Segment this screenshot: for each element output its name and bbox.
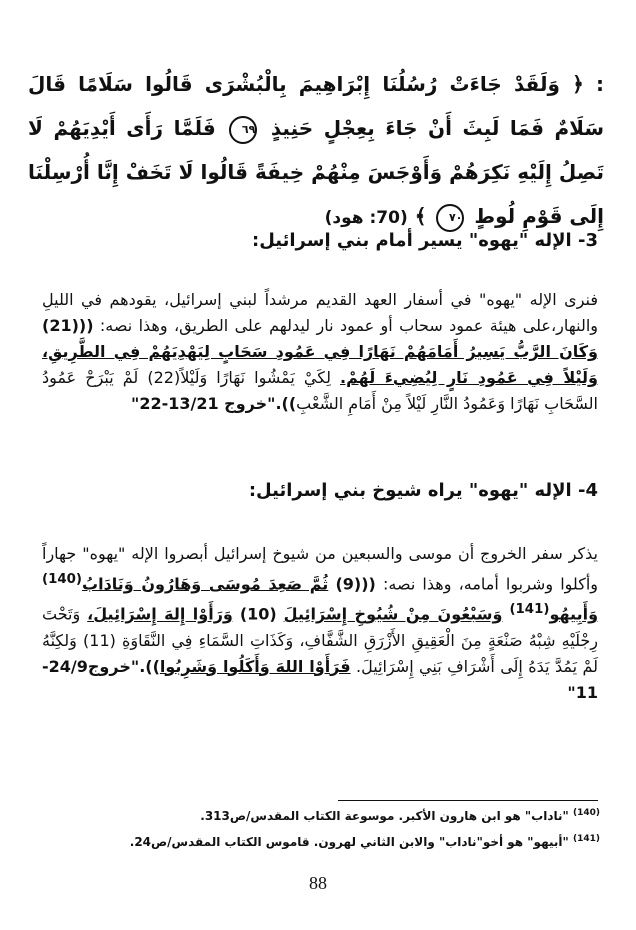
section-4-paragraph: [42, 541, 598, 706]
footnote-ref: (140): [42, 572, 83, 587]
verse-part-2: فَلَمَّا رَأَى أَيْدِيَهُمْ لَا تَصِلُ إِلَيْهِ نَكِرَهُمْ وَأَوْجَسَ مِنْهُمْ خِيفَةً قَالُوا لَا تَخَفْ إِنَّا أُرْسِلْنَا إِلَى قَوْمِ لُوطٍ: [28, 116, 604, 228]
quote-close: )): [145, 656, 160, 676]
footnote-141: [60, 834, 600, 849]
ayah-number-mark: ٧٠: [436, 204, 464, 232]
section-4-heading: 4- الإله "يهوه" يراه شيوخ بني إسرائيل:: [248, 480, 598, 501]
quote-open: ((: [361, 574, 376, 594]
section-3-intro: فنرى الإله "يهوه" في أسفار العهد القديم مرشداً لبني إسرائيل، يقودهم في الليلِ والنهار،على هيئة عمود سحاب أو عمود نار ليدلهم على الطريق، وهذا نصه:: [42, 290, 598, 335]
page-number: 88: [309, 873, 327, 893]
quote-verse-9c: وَسَبْعُونَ مِنْ شُيُوخِ إِسْرَائِيلَ: [283, 604, 503, 624]
footnote-separator: [338, 800, 598, 801]
verse-number: (10): [239, 604, 277, 624]
verse-number: (9): [335, 574, 362, 594]
verse-number: (11): [83, 630, 116, 650]
quote-verse-22: لَمْ يَبْرَحْ عَمُودُ السَّحَابِ نَهَارًا وَعَمُودُ النَّارِ لَيْلاً مِنْ أَمَامِ الشَّعْبِ: [42, 368, 598, 413]
section-4-intro: يذكر سفر الخروج أن موسى والسبعين من شيوخ إسرائيل أبصروا الإله "يهوه" جهاراً وأكلوا وشربوا أمامه، وهذا نصه:: [42, 544, 598, 594]
quote-verse-11a: وَلكِنَّهُ لَمْ يَمُدَّ يَدَهُ إِلَى أَشْرَافِ بَنِي إِسْرَائِيلَ.: [42, 630, 598, 676]
footnote-number: (141): [572, 834, 600, 844]
footnote-text: "ناداب" هو ابن هارون الأكبر. موسوعة الكتاب المقدس/ص313.: [200, 809, 569, 823]
quote-verse-21: وَكَانَ الرَّبُّ يَسِيرُ أَمَامَهُمْ نَهَارًا فِي عَمُودِ سَحَابٍ لِيَهْدِيَهُمْ فِي الطَّرِيقِ، وَلَيْلاً فِي عَمُودِ نَارٍ لِيُضِيءَ لَهُمْ.: [42, 342, 599, 387]
verse-part-1: وَلَقَدْ جَاءَتْ رُسُلُنَا إِبْرَاهِيمَ بِالْبُشْرَى قَالُوا سَلَامًا قَالَ سَلَامٌ فَمَا لَبِثَ أَنْ جَاءَ بِعِجْلٍ حَنِيذٍ: [28, 72, 604, 140]
ayah-number-mark: ٦٩: [229, 116, 257, 144]
quote-verse-11b: فَرَأَوْا اللهَ وَأَكَلُوا وَشَرِبُوا: [159, 656, 351, 676]
quote-open: ((: [78, 316, 94, 335]
citation: ."خروج24/9-11": [42, 656, 598, 702]
verse-reference: (70: هود): [324, 208, 408, 228]
verse-lead: :: [596, 72, 605, 96]
footnote-text: "أبيهو" هو أخو"ناداب" والابن الثاني لهرون. قاموس الكتاب المقدس/ص24.: [129, 835, 569, 849]
section-3-heading: 3- الإله "يهوه" يسير أمام بني إسرائيل:: [252, 230, 598, 251]
quote-verse-10a: وَرَأَوْا إِلهَ إِسْرَائِيلَ،: [87, 604, 233, 624]
citation: ."خروج 13/21-22": [130, 394, 282, 413]
footnote-ref: (141): [509, 602, 550, 618]
section-3-paragraph: [42, 287, 598, 417]
verse-open-bracket: ﴿: [572, 72, 584, 96]
verse-number: (21): [42, 316, 79, 335]
quote-close: )): [281, 394, 297, 413]
quote-verse-9a: ثُمَّ صَعِدَ مُوسَى وَهَارُونُ وَنَادَابُ: [82, 574, 329, 594]
quote-verse-9b: وَأَبِيهُو: [549, 604, 599, 624]
verse-close-bracket: ﴾: [414, 204, 427, 228]
quote-verse-10b: وَتَحْتَ رِجْلَيْهِ شِبْهُ صَنْعَةٍ مِنَ الْعَقِيقِ الأَزْرَقِ الشَّفَّافِ، وَكَذَاتِ السَّمَاءِ فِي النَّقَاوَةِ: [42, 604, 598, 650]
footnote-number: (140): [572, 808, 600, 818]
footnote-140: [60, 808, 600, 823]
quran-verse: [28, 62, 604, 240]
verse-number: (22): [147, 368, 181, 387]
quote-verse-21-cont: لِكَيْ يَمْشُوا نَهَارًا وَلَيْلاً: [180, 368, 331, 387]
